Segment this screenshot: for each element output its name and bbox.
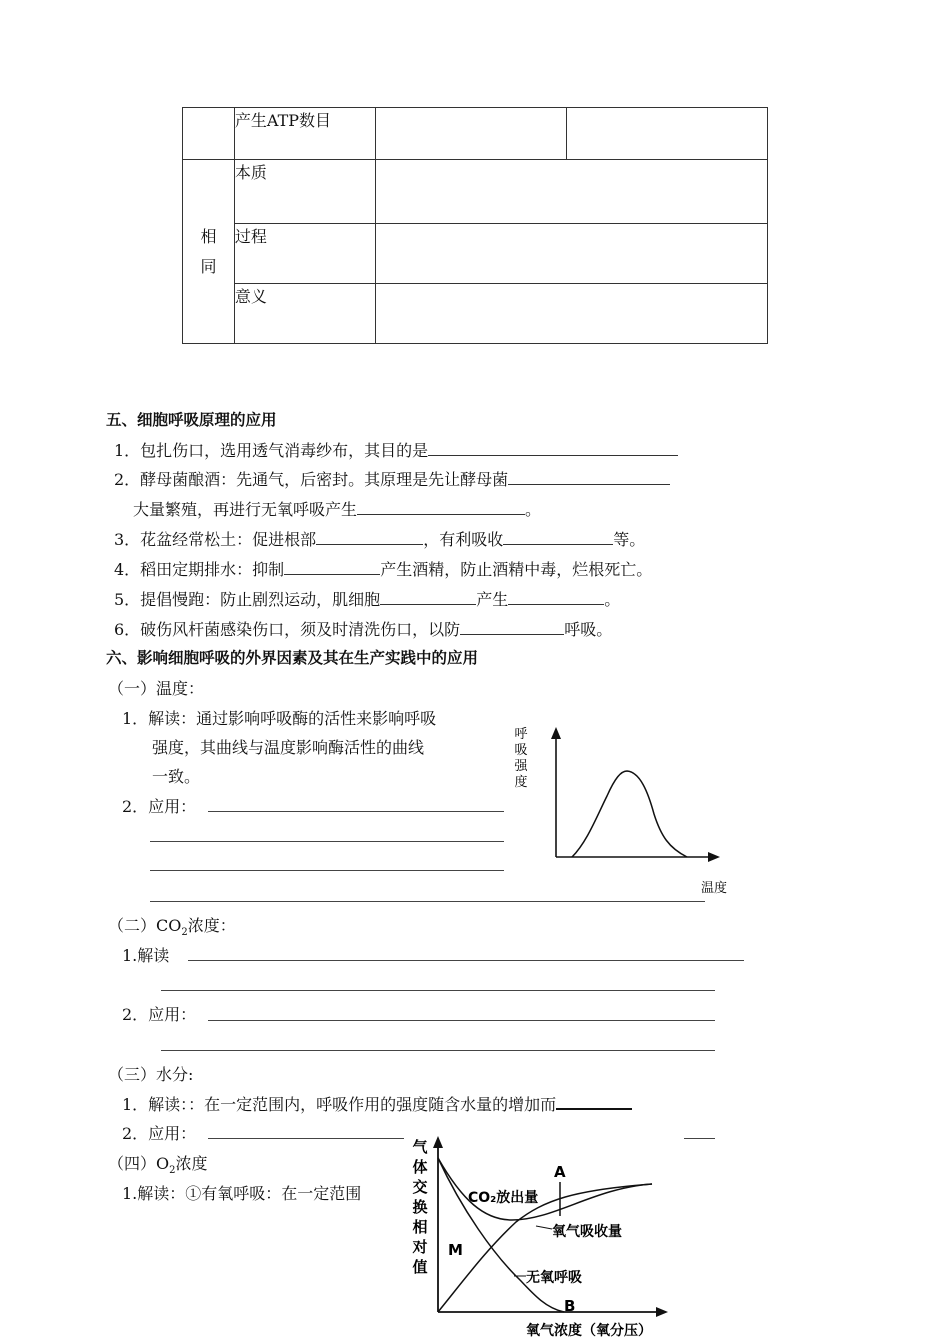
temp-ylabel-char: 呼: [514, 727, 528, 742]
point-m-label: M: [448, 1241, 463, 1259]
temp-apply-line-1[interactable]: [208, 811, 504, 812]
blank-2b[interactable]: [357, 499, 525, 515]
blank-6[interactable]: [460, 619, 564, 635]
o2-ylabel-char: 交: [412, 1178, 428, 1196]
item-1: 1．包扎伤口，选用透气消毒纱布，其目的是: [114, 438, 678, 461]
answer-cell-anaerobic[interactable]: [567, 108, 768, 160]
co2-apply-label: 2．应用：: [122, 1005, 197, 1024]
temp-ylabel-char: 吸: [514, 743, 528, 758]
o2-uptake-label: 氧气吸收量: [552, 1224, 622, 1240]
comparison-table: [182, 107, 768, 344]
co2-label: CO₂放出量: [468, 1190, 539, 1206]
o2-ylabel-char: 气: [412, 1138, 428, 1156]
section5-title: 五、细胞呼吸原理的应用: [106, 411, 277, 429]
blank-5b[interactable]: [508, 589, 604, 605]
row-nature-label: 本质: [234, 160, 375, 224]
temp-apply-line-4[interactable]: [150, 901, 705, 902]
o2-ylabel-char: 换: [412, 1198, 428, 1216]
blank-2a[interactable]: [508, 469, 670, 485]
temp-curve: [572, 771, 687, 857]
o2-ylabel-char: 值: [412, 1258, 428, 1276]
point-a-label: A: [554, 1163, 566, 1181]
o2-x-arrow: [656, 1307, 668, 1317]
blank-5a[interactable]: [380, 589, 476, 605]
blank-1[interactable]: [428, 440, 678, 456]
co2-read-line-2[interactable]: [161, 990, 715, 991]
temp-x-arrow: [708, 852, 720, 862]
o2-read: 1.解读：①有氧呼吸：在一定范围: [122, 1184, 362, 1203]
o2-xlabel: 氧气浓度（氧分压）: [526, 1323, 652, 1339]
temp-apply-line-2[interactable]: [150, 841, 504, 842]
blank-4[interactable]: [284, 559, 380, 575]
o2-y-arrow: [433, 1136, 443, 1148]
temp-read-3: 一致。: [152, 767, 201, 786]
same-side-label: 相 同: [183, 160, 235, 344]
temp-apply-line-3[interactable]: [150, 870, 504, 871]
water-apply-label: 2．应用：: [122, 1124, 197, 1143]
answer-cell-process[interactable]: [375, 224, 767, 284]
answer-cell-meaning[interactable]: [375, 284, 767, 344]
co2-read-line-1[interactable]: [188, 960, 744, 961]
item-3: 3．花盆经常松土：促进根部 ，有利吸收 等。: [114, 530, 646, 549]
co2-apply-line-1[interactable]: [208, 1020, 715, 1021]
water-apply-line-a[interactable]: [208, 1138, 404, 1139]
o2-chart: [404, 1130, 684, 1340]
row-process-label: 过程: [234, 224, 375, 284]
item-5: 5．提倡慢跑：防止剧烈运动，肌细胞 产生 。: [114, 590, 621, 609]
blank-3b[interactable]: [503, 529, 613, 545]
temp-ylabel-char: 强: [514, 759, 528, 774]
temp-read-2: 强度，其曲线与温度影响酶活性的曲线: [152, 738, 425, 757]
water-read: 1．解读：：在一定范围内，呼吸作用的强度随含水量的增加而: [122, 1092, 632, 1115]
o2-uptake-leader: [536, 1226, 552, 1229]
temp-chart-ylabel: [514, 727, 528, 790]
blank-3a[interactable]: [316, 529, 423, 545]
o2-ylabel-char: 相: [412, 1218, 428, 1236]
row-atp-label: 产生ATP数目: [234, 108, 375, 160]
o2-ylabel-char: 对: [412, 1238, 428, 1256]
water-heading: （三）水分:: [108, 1065, 194, 1084]
answer-cell-aerobic[interactable]: [375, 108, 567, 160]
section6-title: 六、影响细胞呼吸的外界因素及其在生产实践中的应用: [106, 649, 479, 667]
o2-ylabel-char: 体: [412, 1158, 428, 1176]
point-b-label: B: [564, 1297, 576, 1315]
co2-heading: （二）$CO_2$浓度：: [108, 916, 236, 939]
o2-heading: （四）$O_2$浓度: [108, 1154, 208, 1177]
temp-xlabel: 温度: [701, 881, 728, 896]
o2-chart-ylabel: [411, 1138, 428, 1276]
water-blank[interactable]: [556, 1093, 632, 1110]
co2-apply-line-2[interactable]: [161, 1050, 715, 1051]
temp-chart: [505, 720, 745, 900]
row-meaning-label: 意义: [234, 284, 375, 344]
co2-read-label: 1.解读: [122, 946, 170, 965]
table-cell-empty: [183, 108, 235, 160]
temp-read-1: 1．解读：通过影响呼吸酶的活性来影响呼吸: [122, 709, 437, 728]
temp-heading: （一）温度：: [108, 679, 205, 698]
anaerobic-label: 无氧呼吸: [526, 1270, 582, 1286]
item-2-cont: 大量繁殖，再进行无氧呼吸产生 。: [133, 500, 542, 519]
co2-release-curve: [438, 1158, 652, 1220]
temp-y-arrow: [551, 727, 561, 739]
item-2: 2．酵母菌酿酒：先通气，后密封。其原理是先让酵母菌: [114, 467, 670, 490]
answer-cell-nature[interactable]: [375, 160, 767, 224]
temp-ylabel-char: 度: [514, 775, 528, 790]
item-4: 4．稻田定期排水：抑制 产生酒精，防止酒精中毒，烂根死亡。: [114, 560, 653, 579]
temp-apply-label: 2．应用：: [122, 797, 197, 816]
item-6: 6．破伤风杆菌感染伤口，须及时清洗伤口，以防 呼吸。: [114, 620, 613, 639]
